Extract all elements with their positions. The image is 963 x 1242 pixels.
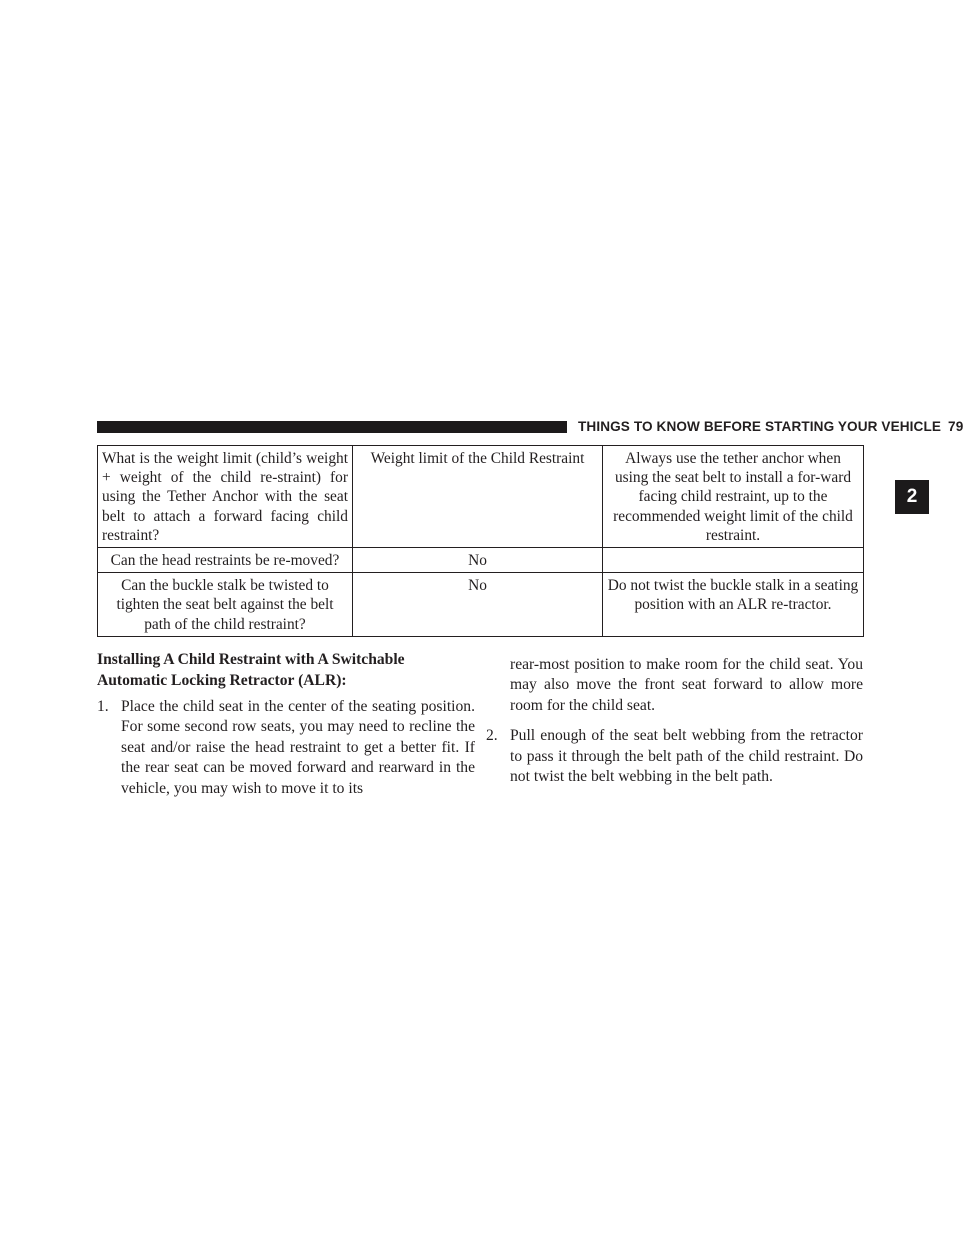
chapter-tab: 2: [895, 480, 929, 514]
table-cell-answer: No: [353, 548, 603, 573]
child-restraint-table: [97, 445, 864, 637]
header-rule-bar: [97, 421, 567, 433]
section-title: THINGS TO KNOW BEFORE STARTING YOUR VEHICLE: [578, 419, 942, 434]
table-row: [98, 573, 864, 637]
step-text-continued: rear-most position to make room for the child seat. You may also move the front seat forward to allow more room for the child seat.: [510, 656, 863, 714]
list-item: [486, 726, 863, 787]
list-item: [97, 697, 475, 799]
step-number: 2.: [486, 727, 498, 745]
section-heading: Installing A Child Restraint with A Switchable Automatic Locking Retractor (ALR):: [97, 651, 405, 689]
table-cell-question: Can the head restraints be re-moved?: [98, 548, 353, 573]
table-cell-note: Always use the tether anchor when using the seat belt to install a for-ward facing child restraint, up to the recommended weight limit of the child restraint.: [603, 446, 864, 548]
table-cell-note: [603, 548, 864, 573]
table-cell-question: Can the buckle stalk be twisted to tighten the seat belt against the belt path of the child restraint?: [98, 573, 353, 637]
table-cell-answer: No: [353, 573, 603, 637]
page-number: 79: [948, 419, 963, 434]
step-number: 1.: [97, 698, 109, 715]
table-row: [98, 548, 864, 573]
step-text: Place the child seat in the center of the seating position. For some second row seats, you may need to recline the seat and/or raise the head restraint to get a better fit. If the rear seat can be moved forward and rearward in the vehicle, you may wish to move it to its: [121, 698, 475, 797]
right-column: [486, 655, 863, 787]
running-header: [578, 419, 963, 435]
table-cell-answer: Weight limit of the Child Restraint: [353, 446, 603, 548]
left-column: [97, 697, 475, 799]
step-text: Pull enough of the seat belt webbing from the retractor to pass it through the belt path of the child restraint. Do not twist the belt webbing in the belt path.: [510, 727, 863, 786]
table-cell-question: What is the weight limit (child’s weight + weight of the child re-straint) for using the Tether Anchor with the seat belt to attach a forward facing child restraint?: [98, 446, 353, 548]
table-cell-note: Do not twist the buckle stalk in a seating position with an ALR re-tractor.: [603, 573, 864, 637]
table-row: [98, 446, 864, 548]
